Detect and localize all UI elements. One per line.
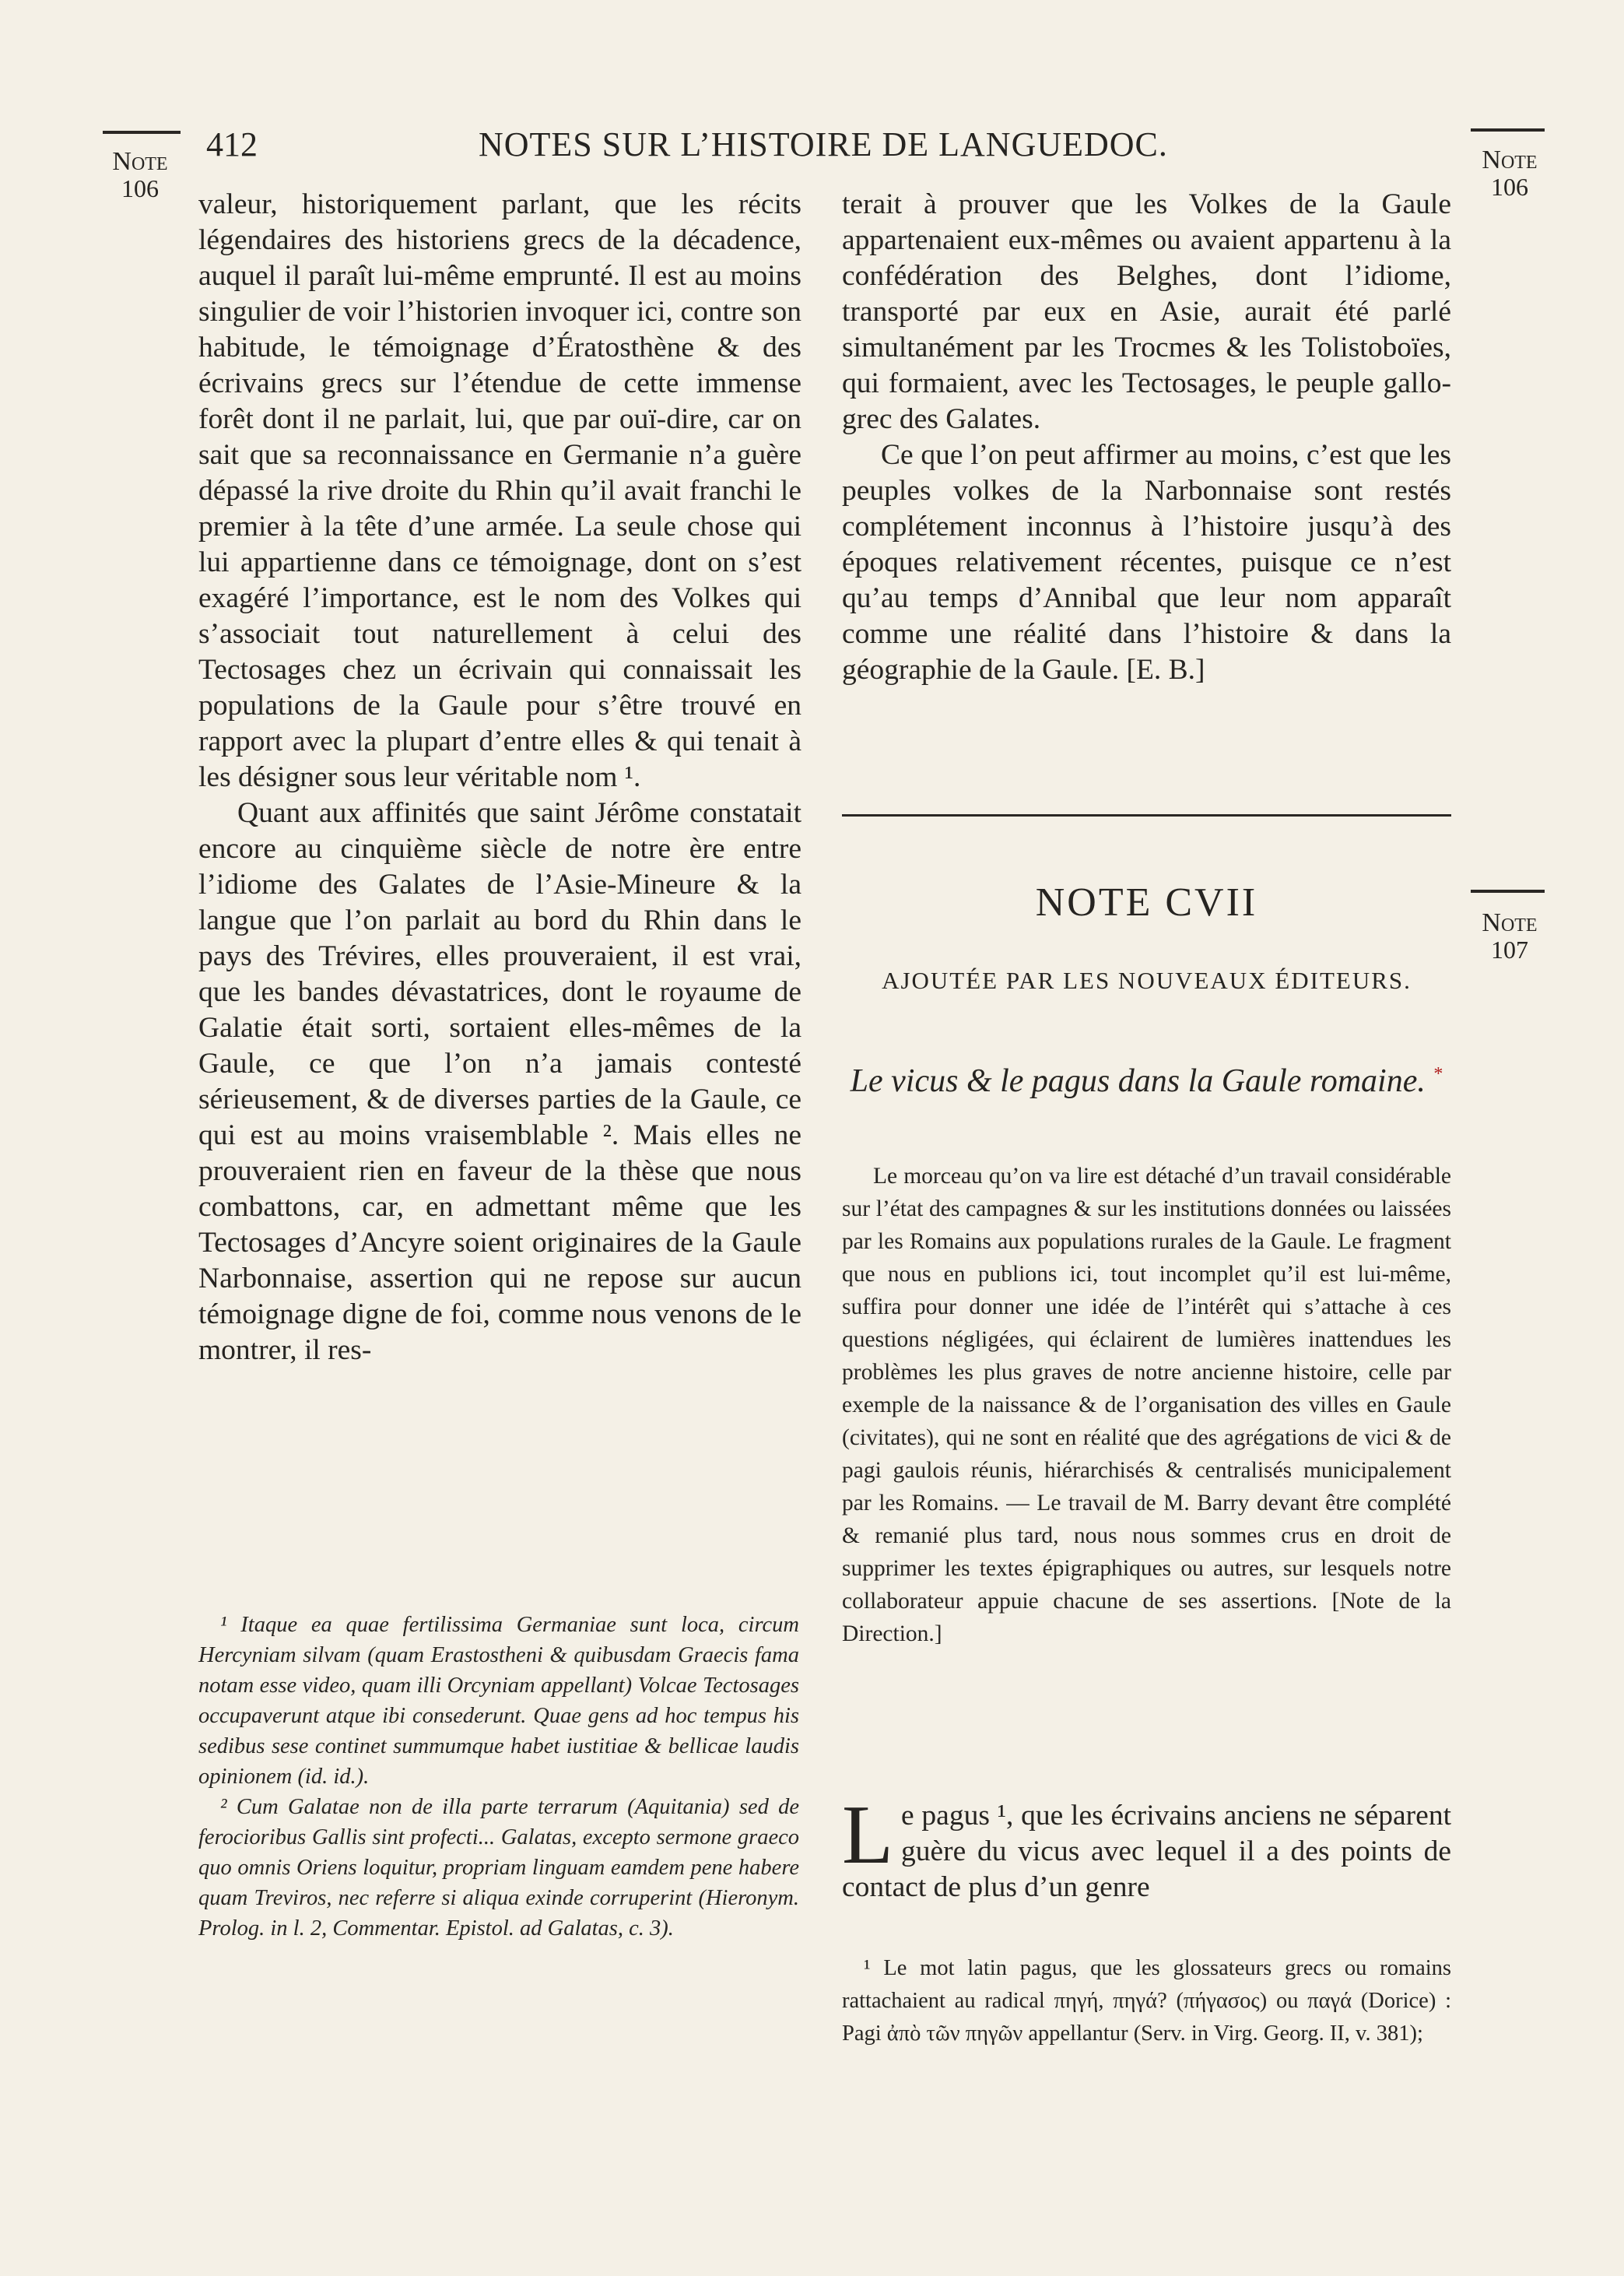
margin-note-right-middle [1471, 909, 1549, 963]
header-rule-right [1471, 128, 1545, 132]
editorial-intro [842, 1160, 1451, 1650]
left-footnote-1: ¹ Itaque ea quae fertilissima Germaniae sunt loca, circum Hercyniam silvam (quam Erastostheni & quibusdam Graecis fama notam esse video, quam illi Orcyniam appellant) Volcae Tectosages occupaverunt atque ibi consederunt. Quae gens ad hoc tempus his sedibus sese continet summumque habet iustitiae & bellicae laudis opinionem (id. id.). [198, 1613, 799, 1789]
article-body-start [842, 1789, 1451, 1905]
left-paragraph-1: valeur, historiquement parlant, que les récits légendaires des historiens grecs de la décadence, auquel il paraît lui-même emprunté. Il est au moins singulier de voir l’historien invoquer ici, contre son habitude, le témoignage d’Ératosthène & des écrivains grecs sur l’étendue de cette immense forêt dont il ne parlait, lui, que par ouï-dire, car on sait que sa reconnaissance en Germanie n’a guère dépassé la rive droite du Rhin qu’il avait franchi le premier à la tête d’une armée. La seule chose qui lui appartienne dans ce témoignage, dont on s’est exagéré l’importance, est le nom des Volkes qui s’associait tout naturellement à celui des Tectosages chez un écrivain qui connaissait les populations de la Gaule pour s’être trouvé en rapport avec la plupart d’entre elles & qui tenait à les désigner sous leur véritable nom ¹. [198, 188, 801, 793]
margin-note-number: 107 [1491, 935, 1528, 964]
article-body-text: e pagus ¹, que les écrivains anciens ne séparent guère du vicus avec lequel il a des points de contact de plus d’un genre [842, 1800, 1451, 1903]
margin-note-right-top [1471, 146, 1549, 200]
note-subtitle: AJOUTÉE PAR LES NOUVEAUX ÉDITEURS. [882, 967, 1412, 994]
margin-note-label: Note [1482, 146, 1538, 174]
margin-note-number: 106 [121, 174, 159, 202]
left-footnote-2: ² Cum Galatae non de illa parte terrarum (Aquitania) sed de ferocioribus Gallis sint profecti... Galatas, excepto sermone graeco quo omnis Oriens loquitur, propriam linguam eamdem pene habere quam Treviros, nec referre si aliqua exinde corruperint (Hieronym. Prolog. in l. 2, Commentar. Epistol. ad Galatas, c. 3). [198, 1795, 799, 1941]
margin-note-number: 106 [1491, 172, 1528, 201]
right-paragraph-2: Ce que l’on peut affirmer au moins, c’est que les peuples volkes de la Narbonnaise sont restés complétement inconnus à l’histoire jusqu’à des époques relativement récentes, puisque ce n’est qu’au temps d’Annibal que leur nom apparaît comme une réalité dans l’histoire & dans la géographie de la Gaule. [E. B.] [842, 439, 1451, 686]
article-title-text: Le vicus & le pagus dans la Gaule romaine. [850, 1063, 1426, 1099]
margin-note-left-top [101, 148, 179, 202]
header-rule-left [103, 131, 181, 134]
left-paragraph-2: Quant aux affinités que saint Jérôme constatait encore au cinquième siècle de notre ère entre l’idiome des Galates de l’Asie-Mineure & la langue que l’on parlait au bord du Rhin dans le pays des Trévires, elles prouveraient, il est vrai, que les bandes dévastatrices, dont le royaume de Galatie était sorti, sortaient elles-mêmes de la Gaule, ce que l’on n’a jamais contesté sérieusement, & de diverses parties de la Gaule, ce qui est au moins vraisemblable ². Mais elles ne prouveraient rien en faveur de la thèse que nous combattons, car, en admettant même que les Tectosages d’Ancyre soient originaires de la Gaule Narbonnaise, assertion qui ne repose sur aucun témoignage digne de foi, comme nous venons de le montrer, il res- [198, 797, 801, 1366]
left-footnotes [198, 1610, 799, 1944]
left-column-body [198, 187, 801, 1368]
drop-cap: L [842, 1789, 893, 1881]
right-footnote [842, 1952, 1451, 2050]
article-title [842, 1052, 1451, 1103]
margin-rule-note-107 [1471, 890, 1545, 893]
running-title: NOTES SUR L’HISTOIRE DE LANGUEDOC. [479, 125, 1168, 163]
margin-note-label: Note [112, 147, 168, 176]
right-footnote-1: ¹ Le mot latin pagus, que les glossateurs grecs ou romains rattachaient au radical πηγή, πηγά? (πήγασος) ou παγά (Dorice) : Pagi ἀπὸ τῶν πηγῶν appellantur (Serv. in Virg. Georg. II, v. 381); [842, 1956, 1451, 2046]
right-column-body [842, 187, 1451, 688]
page-number: 412 [206, 125, 258, 163]
article-title-mark: * [1433, 1064, 1443, 1084]
section-divider [842, 814, 1451, 817]
right-paragraph-1: terait à prouver que les Volkes de la Gaule appartenaient eux-mêmes ou avaient appartenu à la confédération des Belghes, dont l’idiome, transporté par eux en Asie, aurait été parlé simultanément par les Trocmes & les Tolistoboïes, qui formaient, avec les Tectosages, le peuple gallo-grec des Galates. [842, 188, 1451, 435]
note-title: NOTE CVII [1035, 880, 1258, 925]
editorial-intro-text: Le morceau qu’on va lire est détaché d’un travail considérable sur l’état des campagnes & sur les institutions données ou laissées par les Romains aux populations rurales de la Gaule. Le fragment que nous en publions ici, tout incomplet qu’il est lui-même, suffira pour donner une idée de l’intérêt qui s’attache à ces questions négligées, qui éclairent de lumières inattendues les problèmes les plus graves de notre ancienne histoire, celle par exemple de la naissance & de l’organisation des villes en Gaule (civitates), qui ne sont en réalité que des agrégations de vici & de pagi gaulois réunis, hiérarchisés & centralisés municipalement par les Romains. — Le travail de M. Barry devant être complété & remanié plus tard, nous nous sommes crus en droit de supprimer les textes épigraphiques ou autres, sur lesquels notre collaborateur appuie chacune de ses assertions. [Note de la Direction.] [842, 1164, 1451, 1646]
margin-note-label: Note [1482, 908, 1538, 937]
